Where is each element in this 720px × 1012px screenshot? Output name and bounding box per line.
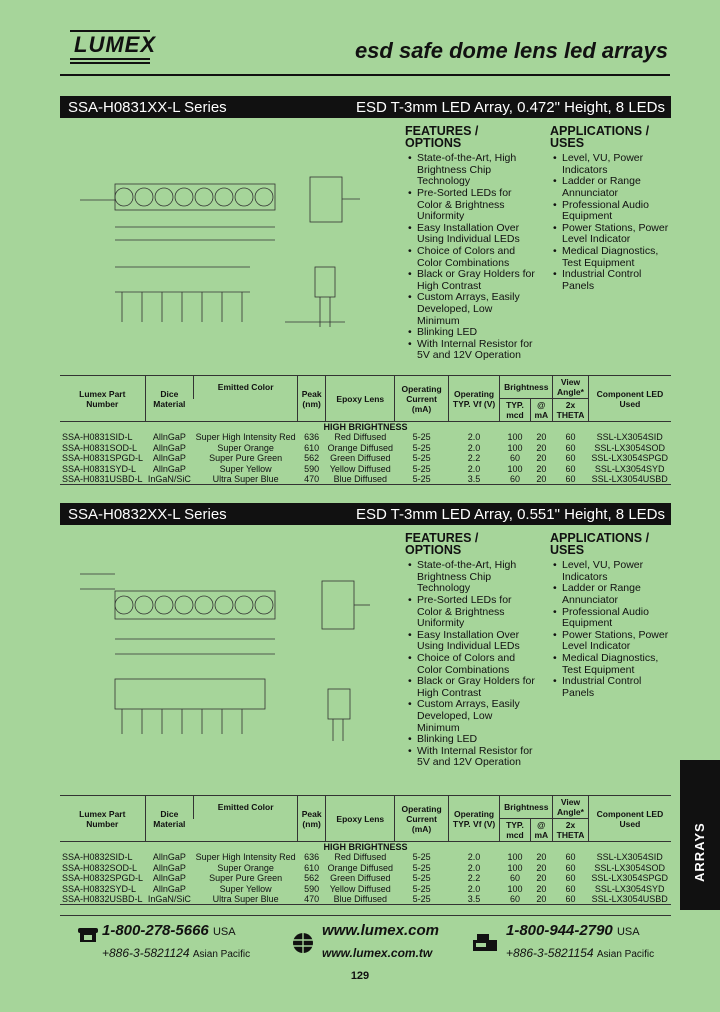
feature-item: • Blinking LED (405, 734, 535, 746)
feature-item: • Blinking LED (405, 327, 535, 339)
feature-item: • Easy Installation Over Using Individual LEDs (405, 630, 535, 653)
table-row: SSA-H0832SYD-L AllnGaP Super Yellow 590 Yellow Diffused 5-25 2.0 100 20 60 SSL-LX3054SYD (62, 883, 665, 894)
applications-list-2: APPLICATIONS / USES • Level, VU, Power Indicators • Ladder or Range Annunciator • Professional Audio Equipment • Power Stations, Power Level Indicator • Medical Diagnostics, Test Equipment • Industrial Control Panels (550, 533, 671, 699)
feature-item: • Choice of Colors and Color Combinations (405, 246, 535, 269)
page-header (0, 0, 720, 88)
application-item: • Professional Audio Equipment (550, 607, 671, 630)
website-link[interactable]: www.lumex.com (322, 922, 439, 939)
table-row: SSA-H0831SID-L AllnGaP Super High Intensity Red 636 Red Diffused 5-25 2.0 100 20 60 SSL-LX3054SID (62, 432, 663, 443)
table-row: SSA-H0832USBD-L InGaN/SiC Ultra Super Blue 470 Blue Diffused 5-25 3.5 60 20 60 SSL-LX3054USBD (62, 894, 668, 905)
feature-item: • Custom Arrays, Easily Developed, Low Minimum (405, 699, 535, 734)
application-item: • Power Stations, Power Level Indicator (550, 223, 671, 246)
features-list-2: FEATURES / OPTIONS • State-of-the-Art, High Brightness Chip Technology • Pre-Sorted LEDs for Color & Brightness Uniformity • Easy Installation Over Using Individual LEDs • Choice of Colors and Color Combinations • Black or Gray Holders for High Contrast • Custom Arrays, Easily Developed, Low Minimum • Blinking LED • With Internal Resistor for 5V and 12V Operation (405, 533, 535, 769)
feature-item: • Custom Arrays, Easily Developed, Low Minimum (405, 292, 535, 327)
feature-item: • Choice of Colors and Color Combinations (405, 653, 535, 676)
application-item: • Medical Diagnostics, Test Equipment (550, 653, 671, 676)
application-item: • Industrial Control Panels (550, 676, 671, 699)
phone-usa-1: 1-800-278-5666 (102, 922, 209, 939)
header-rule (60, 74, 670, 76)
spec-table-1: Lumex Part Number Dice Material Emitted Color Peak (nm) Epoxy Lens Operating Current (mA) Operating TYP. Vf (V) Brightness View Angle* Component LED Used TYP. mcd @ mA 2x THETA HIGH BRIGHTNESS SSA-H0831SID-L AllnGaP Super High Intensity Red 636 Red Diffused 5-25 2.0 100 20 60 SSL-LX3054SID SSA-H0831SOD-L AllnGaP Super Orange 610 Orange Diffused 5-25 2.0 100 20 60 SSL-LX3054SOD SSA-H0831SPGD-L AllnGaP Super Pure Green 562 Green Diffused 5-25 2.2 60 20 60 SSL-LX3054SPGD SSA-H0831SYD-L AllnGaP Super Yellow 590 Yellow Diffused 5-25 2.0 100 20 60 SSL-LX3054SYD SSA-H0831USBD-L InGaN/SiC Ultra Super Blue 470 Blue Diffused 5-25 3.5 60 20 60 SSL-LX3054USBD (60, 375, 671, 485)
dimension-drawing-2 (60, 529, 405, 769)
contact-footer: 1-800-278-5666 USA +886-3-5821124 Asian Pacific www.lumex.com www.lumex.com.tw 1-800-944-2790 USA +886-3-5821154 Asian Pacific (60, 915, 671, 975)
applications-list-1: APPLICATIONS / USES • Level, VU, Power Indicators • Ladder or Range Annunciator • Professional Audio Equipment • Power Stations, Power Level Indicator • Medical Diagnostics, Test Equipment • Industrial Control Panels (550, 126, 671, 292)
feature-item: • Pre-Sorted LEDs for Color & Brightness Uniformity (405, 188, 535, 223)
application-item: • Ladder or Range Annunciator (550, 176, 671, 199)
table-row: SSA-H0832SPGD-L AllnGaP Super Pure Green 562 Green Diffused 5-25 2.2 60 20 60 SSL-LX3054SPGD (62, 873, 668, 884)
series-bar-2: SSA-H0832XX-L Series ESD T-3mm LED Array, 0.551" Height, 8 LEDs (60, 503, 671, 525)
feature-item: • State-of-the-Art, High Brightness Chip Technology (405, 560, 535, 595)
features-list-1: FEATURES / OPTIONS • State-of-the-Art, High Brightness Chip Technology • Pre-Sorted LEDs for Color & Brightness Uniformity • Easy Installation Over Using Individual LEDs • Choice of Colors and Color Combinations • Black or Gray Holders for High Contrast • Custom Arrays, Easily Developed, Low Minimum • Blinking LED • With Internal Resistor for 5V and 12V Operation (405, 126, 535, 362)
application-item: • Level, VU, Power Indicators (550, 560, 671, 583)
section-2-body (60, 529, 671, 789)
table-row: SSA-H0831SOD-L AllnGaP Super Orange 610 Orange Diffused 5-25 2.0 100 20 60 SSL-LX3054SOD (62, 442, 665, 453)
feature-item: • Easy Installation Over Using Individual LEDs (405, 223, 535, 246)
section-side-tab: ARRAYS (680, 760, 720, 910)
phone-usa-2: 1-800-944-2790 (506, 922, 613, 939)
application-item: • Power Stations, Power Level Indicator (550, 630, 671, 653)
page-number: 129 (350, 970, 370, 982)
feature-item: • Black or Gray Holders for High Contrast (405, 676, 535, 699)
phone-icon (78, 926, 98, 944)
feature-item: • Pre-Sorted LEDs for Color & Brightness Uniformity (405, 595, 535, 630)
document-title: esd safe dome lens led arrays (354, 38, 668, 63)
table-row: SSA-H0832SID-L AllnGaP Super High Intensity Red 636 Red Diffused 5-25 2.0 100 20 60 SSL-LX3054SID (62, 852, 663, 863)
application-item: • Level, VU, Power Indicators (550, 153, 671, 176)
fax-icon (472, 932, 498, 952)
globe-icon (292, 932, 314, 954)
table-row: SSA-H0831SPGD-L AllnGaP Super Pure Green 562 Green Diffused 5-25 2.2 60 20 60 SSL-LX3054SPGD (62, 453, 668, 464)
website-link-tw[interactable]: www.lumex.com.tw (322, 946, 433, 960)
feature-item: • With Internal Resistor for 5V and 12V Operation (405, 339, 535, 362)
table-row: SSA-H0832SOD-L AllnGaP Super Orange 610 Orange Diffused 5-25 2.0 100 20 60 SSL-LX3054SOD (62, 862, 665, 873)
spec-table-2: Lumex Part Number Dice Material Emitted Color Peak (nm) Epoxy Lens Operating Current (mA) Operating TYP. Vf (V) Brightness View Angle* Component LED Used TYP. mcd @ mA 2x THETA HIGH BRIGHTNESS SSA-H0832SID-L AllnGaP Super High Intensity Red 636 Red Diffused 5-25 2.0 100 20 60 SSL-LX3054SID SSA-H0832SOD-L AllnGaP Super Orange 610 Orange Diffused 5-25 2.0 100 20 60 SSL-LX3054SOD SSA-H0832SPGD-L AllnGaP Super Pure Green 562 Green Diffused 5-25 2.2 60 20 60 SSL-LX3054SPGD SSA-H0832SYD-L AllnGaP Super Yellow 590 Yellow Diffused 5-25 2.0 100 20 60 SSL-LX3054SYD SSA-H0832USBD-L InGaN/SiC Ultra Super Blue 470 Blue Diffused 5-25 3.5 60 20 60 SSL-LX3054USBD (60, 795, 671, 905)
dimension-drawing-1 (60, 122, 405, 362)
application-item: • Ladder or Range Annunciator (550, 583, 671, 606)
section-1-body (60, 122, 671, 372)
phone-asia-2: +886-3-5821154 (506, 946, 594, 960)
table-row: SSA-H0831SYD-L AllnGaP Super Yellow 590 Yellow Diffused 5-25 2.0 100 20 60 SSL-LX3054SYD (62, 463, 665, 474)
feature-item: • Black or Gray Holders for High Contrast (405, 269, 535, 292)
series-bar-1: SSA-H0831XX-L Series ESD T-3mm LED Array, 0.472" Height, 8 LEDs (60, 96, 671, 118)
application-item: • Medical Diagnostics, Test Equipment (550, 246, 671, 269)
feature-item: • State-of-the-Art, High Brightness Chip Technology (405, 153, 535, 188)
application-item: • Industrial Control Panels (550, 269, 671, 292)
lumex-logo: LUMEX (70, 30, 150, 64)
application-item: • Professional Audio Equipment (550, 200, 671, 223)
phone-asia-1: +886-3-5821124 (102, 946, 190, 960)
feature-item: • With Internal Resistor for 5V and 12V Operation (405, 746, 535, 769)
table-row: SSA-H0831USBD-L InGaN/SiC Ultra Super Blue 470 Blue Diffused 5-25 3.5 60 20 60 SSL-LX3054USBD (62, 474, 668, 485)
